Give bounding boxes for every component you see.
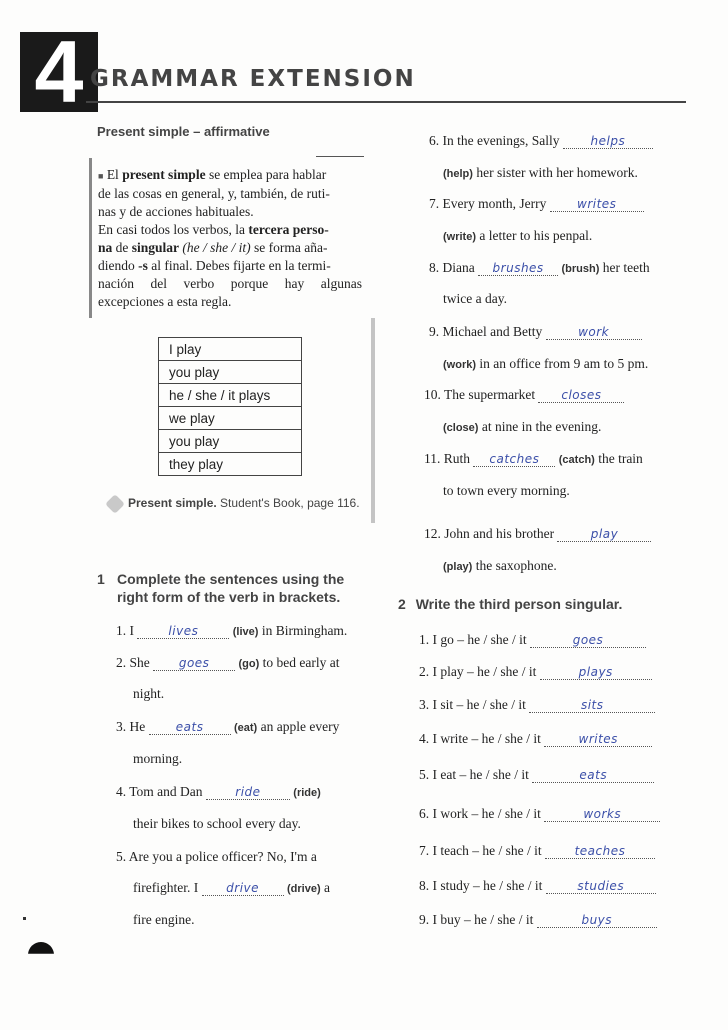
item-text: 2. She: [116, 655, 154, 670]
handwritten-answer: goes: [178, 656, 210, 670]
item-text: 1. I go – he / she / it: [419, 632, 530, 647]
item-text: a letter to his penpal.: [476, 228, 593, 243]
scan-dot: [23, 917, 26, 920]
ex1-item-8: [429, 260, 650, 276]
handwritten-answer: closes: [561, 388, 602, 402]
conj-row: I play: [159, 338, 302, 361]
answer-blank[interactable]: [544, 807, 660, 822]
item-text: 12. John and his brother: [424, 526, 558, 541]
handwritten-answer: work: [578, 325, 610, 339]
explanation-text: [98, 166, 362, 311]
unit-title: GRAMMAR EXTENSION: [90, 66, 416, 92]
ex2-heading: [398, 596, 622, 612]
section-rule: [316, 156, 364, 157]
handwritten-answer: teaches: [574, 844, 626, 858]
exp-p2h: diendo: [98, 258, 139, 273]
item-text: at nine in the evening.: [478, 419, 602, 434]
item-text: 8. I study – he / she / it: [419, 878, 546, 893]
handwritten-answer: brushes: [492, 261, 544, 275]
ex1-instruction-2: right form of the verb in brackets.: [117, 589, 341, 605]
exp-p2j: al final. Debes fijarte en la termi-: [147, 258, 331, 273]
item-text: 5. I eat – he / she / it: [419, 767, 533, 782]
conj-row: they play: [159, 453, 302, 476]
box-shadow-bar: [371, 318, 375, 523]
conjugation-table: [158, 337, 302, 476]
ex2-item-5: [419, 767, 654, 783]
handwritten-answer: helps: [590, 134, 626, 148]
handwritten-answer: plays: [578, 665, 613, 679]
item-text: 3. I sit – he / she / it: [419, 697, 530, 712]
verb-cue: (write): [443, 231, 476, 243]
handwritten-answer: buys: [581, 913, 613, 927]
handwritten-answer: writes: [577, 197, 617, 211]
conj-row: you play: [159, 361, 302, 384]
conj-row: we play: [159, 407, 302, 430]
item-text: 8. Diana: [429, 260, 479, 275]
item-text: 9. I buy – he / she / it: [419, 912, 537, 927]
verb-cue: (eat): [234, 722, 258, 734]
ex1-item-7: [429, 196, 644, 212]
handwritten-answer: studies: [577, 879, 625, 893]
item-text: in Birmingham.: [258, 623, 348, 638]
exp-p1e: nas y de acciones habituales.: [98, 204, 254, 219]
item-text: in an office from 9 am to 5 pm.: [476, 356, 649, 371]
answer-blank[interactable]: [529, 698, 655, 713]
item-text: her sister with her homework.: [472, 165, 638, 180]
item-text: 2. I play – he / she / it: [419, 664, 540, 679]
ex1-item-2-cont: night.: [133, 686, 165, 701]
verb-cue: (work): [443, 359, 476, 371]
ex2-item-7: [419, 843, 655, 859]
ex1-item-1: [116, 623, 347, 639]
ex1-item-9-cont: [443, 356, 648, 372]
exp-p2i: -s: [138, 258, 148, 273]
answer-blank[interactable]: [540, 665, 652, 680]
exp-p2d: de: [112, 240, 132, 255]
handwritten-answer: catches: [489, 452, 540, 466]
header-rule: [86, 101, 686, 103]
ex1-heading: [97, 570, 344, 606]
handwritten-answer: ride: [235, 785, 261, 799]
ex1-number: 1: [97, 571, 105, 587]
item-text: 4. Tom and Dan: [116, 784, 206, 799]
ex1-item-9: [429, 324, 642, 340]
exp-p1d: de las cosas en general, y, también, de ruti-: [98, 186, 330, 201]
item-text: 3. He: [116, 719, 149, 734]
verb-cue: (play): [443, 561, 473, 573]
answer-blank[interactable]: [473, 452, 555, 467]
ex2-item-8: [419, 878, 656, 894]
answer-blank[interactable]: [557, 527, 651, 542]
item-text: 4. I write – he / she / it: [419, 731, 545, 746]
exp-p2k: nación del verbo porque hay algunas: [98, 276, 362, 291]
ex1-item-7-cont: [443, 228, 592, 244]
ex1-item-4: [116, 784, 321, 800]
bullet-icon: ■: [98, 171, 104, 181]
handwritten-answer: eats: [175, 720, 204, 734]
explanation-bar: [89, 158, 92, 318]
ex1-item-6: [429, 133, 653, 149]
conj-row: you play: [159, 430, 302, 453]
handwritten-answer: sits: [580, 698, 604, 712]
ex2-item-6: [419, 806, 660, 822]
item-text: an apple every: [257, 719, 340, 734]
reference-bold: Present simple.: [128, 496, 217, 510]
handwritten-answer: drive: [226, 881, 260, 895]
answer-blank[interactable]: [206, 785, 290, 800]
section-title: Present simple – affirmative: [97, 124, 270, 139]
answer-blank[interactable]: [550, 197, 644, 212]
ex2-item-3: [419, 697, 655, 713]
item-text: her teeth: [599, 260, 650, 275]
ex1-item-5: 5. Are you a police officer? No, I'm a: [116, 849, 317, 864]
handwritten-answer: lives: [168, 624, 199, 638]
ex1-item-2: [116, 655, 339, 671]
handwritten-answer: play: [590, 527, 619, 541]
ex1-item-5-cont: fire engine.: [133, 912, 195, 927]
ex1-item-4-cont: their bikes to school every day.: [133, 816, 301, 831]
answer-blank[interactable]: [153, 656, 235, 671]
answer-blank[interactable]: [537, 913, 657, 928]
exp-p2e: singular: [131, 240, 180, 255]
answer-blank[interactable]: [202, 881, 284, 896]
answer-blank[interactable]: [478, 261, 558, 276]
reference-rest: Student's Book, page 116.: [216, 496, 360, 510]
hole-punch-mark: [28, 942, 54, 968]
item-text: 10. The supermarket: [424, 387, 539, 402]
ex1-item-12: [424, 526, 651, 542]
ex1-item-11-cont: to town every morning.: [443, 483, 570, 498]
ex2-number: 2: [398, 596, 406, 612]
book-reference: [108, 496, 360, 511]
reference-icon: [105, 494, 125, 514]
exp-p1b: present simple: [122, 167, 206, 182]
item-text: a: [320, 880, 330, 895]
answer-blank[interactable]: [545, 844, 655, 859]
verb-cue: (help): [443, 168, 473, 180]
item-text: firefighter. I: [133, 880, 202, 895]
ex2-item-2: [419, 664, 652, 680]
item-text: the saxophone.: [472, 558, 557, 573]
verb-cue: (live): [232, 626, 259, 638]
ex1-item-11: [424, 451, 643, 467]
handwritten-answer: goes: [572, 633, 604, 647]
item-text: 1. I: [116, 623, 138, 638]
handwritten-answer: works: [583, 807, 622, 821]
handwritten-answer: writes: [578, 732, 618, 746]
ex1-instruction-1: Complete the sentences using the: [117, 571, 345, 587]
exp-p2f: (he / she / it): [179, 240, 251, 255]
ex1-item-3: [116, 719, 339, 735]
verb-cue: (go): [238, 658, 260, 670]
conj-row: he / she / it plays: [159, 384, 302, 407]
item-text: 6. I work – he / she / it: [419, 806, 545, 821]
verb-cue: (close): [443, 422, 479, 434]
ex2-item-9: [419, 912, 657, 928]
item-text: 6. In the evenings, Sally: [429, 133, 563, 148]
exp-p2b: tercera perso-: [248, 222, 329, 237]
ex1-item-5b: [133, 880, 330, 896]
exp-p1c: se emplea para hablar: [205, 167, 327, 182]
item-text: the train: [594, 451, 643, 466]
exp-p1a: El: [106, 167, 123, 182]
item-text: 7. I teach – he / she / it: [419, 843, 545, 858]
exp-p2g: se forma aña-: [250, 240, 328, 255]
answer-blank[interactable]: [530, 633, 646, 648]
exp-p2l: excepciones a esta regla.: [98, 294, 232, 309]
handwritten-answer: eats: [579, 768, 608, 782]
item-text: 9. Michael and Betty: [429, 324, 546, 339]
verb-cue: (catch): [558, 454, 595, 466]
answer-blank[interactable]: [544, 732, 652, 747]
ex1-item-6-cont: [443, 165, 638, 181]
ex2-item-1: [419, 632, 646, 648]
answer-blank[interactable]: [563, 134, 653, 149]
ex1-item-10: [424, 387, 624, 403]
ex2-item-4: [419, 731, 652, 747]
exp-p2c: na: [98, 240, 113, 255]
ex1-item-8-cont: twice a day.: [443, 291, 507, 306]
answer-blank[interactable]: [538, 388, 624, 403]
answer-blank[interactable]: [137, 624, 229, 639]
exp-p2a: En casi todos los verbos, la: [98, 222, 249, 237]
answer-blank[interactable]: [149, 720, 231, 735]
answer-blank[interactable]: [532, 768, 654, 783]
verb-cue: (drive): [286, 883, 321, 895]
ex1-item-12-cont: [443, 558, 557, 574]
ex2-instruction: Write the third person singular.: [415, 596, 623, 612]
verb-cue: (ride): [293, 787, 321, 799]
verb-cue: (brush): [561, 263, 600, 275]
item-text: to bed early at: [259, 655, 340, 670]
ex1-item-10-cont: [443, 419, 601, 435]
ex1-item-3-cont: morning.: [133, 751, 183, 766]
unit-number: 4: [20, 32, 98, 112]
item-text: 7. Every month, Jerry: [429, 196, 550, 211]
answer-blank[interactable]: [546, 325, 642, 340]
item-text: 11. Ruth: [424, 451, 474, 466]
answer-blank[interactable]: [546, 879, 656, 894]
